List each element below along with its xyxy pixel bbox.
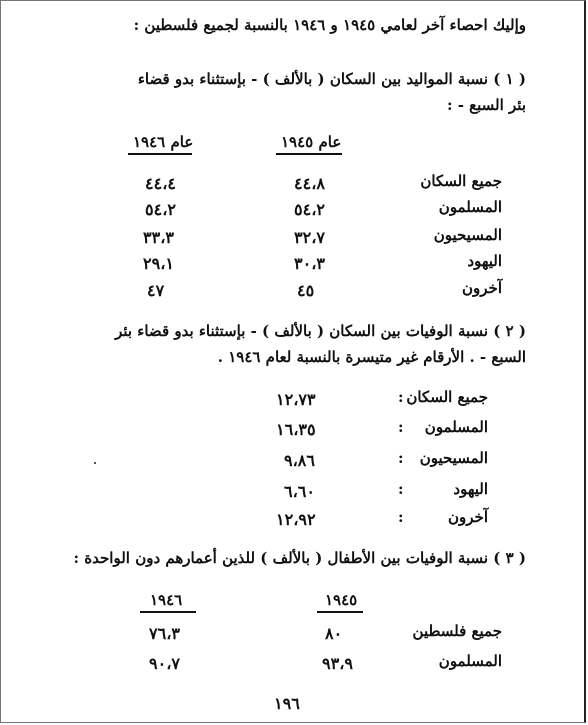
value-1946: ٥٤،٢	[145, 200, 176, 219]
row-label: المسلمون	[424, 418, 488, 436]
section3-col-1945-underline	[317, 611, 363, 613]
intro-line: وإليك احصاء آخر لعامي ١٩٤٥ و ١٩٤٦ بالنسبة لجميع فلسطين :	[133, 16, 526, 34]
value-1945: ٣٢،٧	[294, 228, 325, 247]
row-value: ١٢،٩٢	[276, 510, 316, 529]
row-separator: :	[398, 388, 404, 406]
row-label: المسيحيون	[433, 226, 502, 244]
section1-col-1945-header: عام ١٩٤٥	[281, 133, 342, 151]
value-1945: ٨٠	[325, 624, 343, 643]
section3-col-1945-header: ١٩٤٥	[325, 591, 358, 609]
section1-col-1946-header: عام ١٩٤٦	[133, 133, 194, 151]
section2-heading-line1: ( ٢ ) نسبة الوفيات بين السكان ( بالألف ) - بإستثناء بدو قضاء بئر	[115, 322, 526, 340]
section1-heading-line1: ( ١ ) نسبة المواليد بين السكان ( بالألف ) - بإستثناء بدو قضاء	[137, 70, 526, 88]
value-1945: ٤٥	[297, 281, 315, 300]
row-value: ٩،٨٦	[284, 451, 315, 470]
value-1945: ٤٤،٨	[294, 174, 325, 193]
row-value: ٦،٦٠	[284, 482, 315, 501]
value-1946: ٤٧	[147, 281, 165, 300]
section3-col-1946-underline	[140, 611, 196, 613]
page-number: ١٩٦	[274, 694, 300, 713]
row-label: آخرون	[448, 508, 488, 526]
value-1946: ٩٠،٧	[149, 654, 180, 673]
value-1945: ٣٠،٣	[294, 254, 325, 273]
row-value: ١٦،٣٥	[276, 420, 316, 439]
row-label: جميع السكان	[406, 388, 488, 406]
row-separator: :	[398, 418, 404, 436]
section1-col-1945-underline	[276, 153, 342, 155]
page-speck	[94, 462, 96, 464]
value-1946: ٣٣،٣	[143, 228, 174, 247]
value-1946: ٧٦،٣	[149, 624, 180, 643]
section3-col-1946-header: ١٩٤٦	[150, 591, 183, 609]
section1-col-1946-underline	[128, 153, 192, 155]
row-value: ١٢،٧٣	[276, 390, 316, 409]
row-label: اليهود	[467, 252, 502, 270]
value-1945: ٥٤،٢	[294, 200, 325, 219]
row-label: اليهود	[453, 480, 488, 498]
row-label: المسيحيون	[419, 449, 488, 467]
section2-heading-line2: السبع - . الأرقام غير متيسرة بالنسبة لعام ١٩٤٦ .	[217, 348, 526, 366]
row-label: جميع فلسطين	[412, 622, 502, 640]
row-label: المسلمون	[438, 652, 502, 670]
value-1946: ٢٩،١	[143, 254, 174, 273]
value-1945: ٩٣،٩	[322, 654, 353, 673]
row-separator: :	[398, 508, 404, 526]
row-label: المسلمون	[438, 198, 502, 216]
row-separator: :	[398, 449, 404, 467]
row-label: آخرون	[462, 279, 502, 297]
row-label: جميع السكان	[420, 172, 502, 190]
section3-heading: ( ٣ ) نسبة الوفيات بين الأطفال ( بالألف ) للذين أعمارهم دون الواحدة :	[73, 549, 526, 567]
value-1946: ٤٤،٤	[145, 174, 176, 193]
section1-heading-line2: بئر السبع - :	[446, 96, 526, 114]
row-separator: :	[398, 480, 404, 498]
